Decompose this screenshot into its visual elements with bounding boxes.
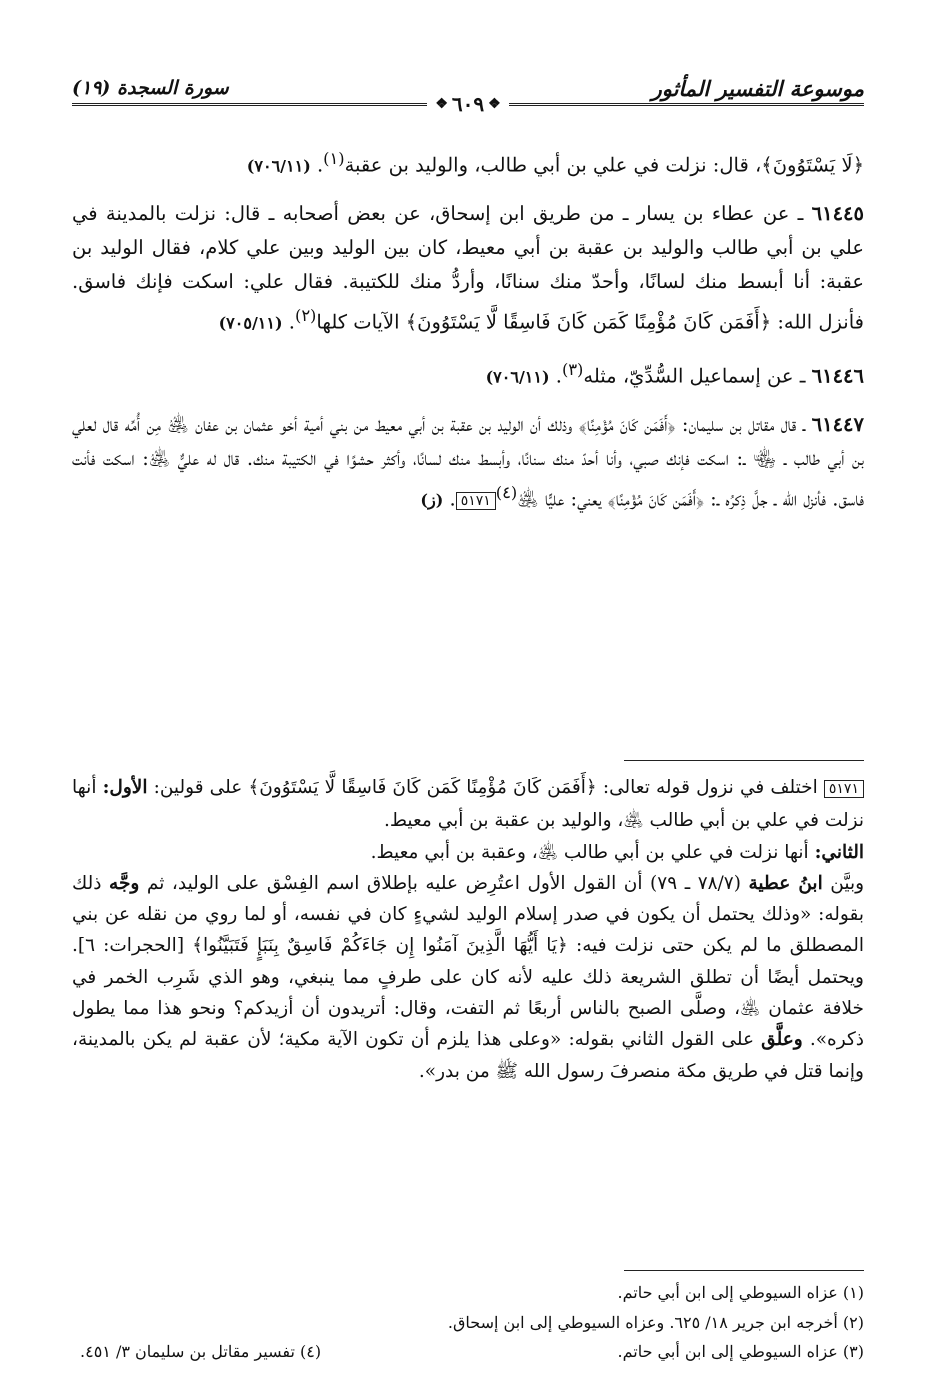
surah-label: سورة السجدة (١٩) xyxy=(72,77,229,99)
commentary-line: (٧٨/٧ ـ ٧٩) أن القول الأول اعتُرِض عليه بإطلاق اسم الفِسْق على الوليد، ثم xyxy=(146,872,741,894)
reference: (٧٠٦/١١) xyxy=(485,367,550,387)
paragraph-text: ـ قال مقاتل بن سليمان: ﴿أَفَمَن كَانَ مُؤْمِنًا﴾ وذلك أن الوليد بن عقبة بن أبي معيط من بني أمية أخو عثمان بن عفان ﵁ مِن أُمِّه قال لعلي بن أبي طالب ـ ﵄ ـ: اسكت فإنك صبي، وأنا أحدّ منك سنانًا، وأبسط منك لسانًا، وأكثر حشوًا في الكتيبة منك. قال له عليٌّ ﵁: اسكت فأنت فاسق. فأنزل الله ـ جلَّ ذِكرُه ـ: ﴿أَفَمَن كَانَ مُؤْمِنًا﴾ يعني: عليًّا ﵁ xyxy=(72,412,864,510)
commentary-line: ذلك بقوله: «وذلك يحتمل أن يكون في صدر إسلام الوليد لشيءٍ كان في نفسه، أو لما روي من نقله عن بني المصطلق ما لم يكن حتى نزلت فيه: ﴿يَا أَيُّهَا الَّذِينَ آمَنُوا إِن جَاءَكُمْ فَاسِقٌ بِنَبَإٍ فَتَبَيَّنُوا﴾ [الحجرات: ٦]. ويحتمل أيضًا أن تطلق الشريعة ذلك عليه لأنه كان على طرفٍ مما ينبغي، وهو الذي شَرِب الخمر في خلافة عثمان ﵁، وصلَّى الصبح بالناس أربعًا ثم التفت، وقال: أتريدون أن أزيدكم؟ ونحو هذا مما يطول ذكره». xyxy=(72,872,865,1051)
commentary-text xyxy=(72,837,864,868)
page-number-row xyxy=(72,90,864,118)
emphasis-word: وعلَّق xyxy=(761,1029,803,1051)
paragraph xyxy=(72,408,864,519)
page-number-text: ٦٠٩ xyxy=(451,92,485,116)
emphasis-word: وجَّه xyxy=(109,872,140,894)
footnote-row xyxy=(72,1337,864,1367)
second-opinion-label: الثاني: xyxy=(814,841,864,863)
footnote: (٤) تفسير مقاتل بن سليمان ٣/ ٤٥١. xyxy=(80,1342,322,1361)
commentary-line: اختلف في نزول قوله تعالى: ﴿أَفَمَن كَانَ مُؤْمِنًا كَمَن كَانَ فَاسِقًا لَّا يَسْتَوُونَ﴾ على قولين: xyxy=(153,777,818,798)
hadith-number: ٦١٤٤٧ xyxy=(811,412,865,436)
commentary-text xyxy=(72,772,864,837)
paragraph-text: ﴿لَا يَسْتَوُونَ﴾، قال: نزلت في علي بن أبي طالب، والوليد بن عقبة xyxy=(344,153,864,177)
footnote-marker: (٤) xyxy=(495,482,518,502)
footnote: (١) عزاه السيوطي إلى ابن أبي حاتم. xyxy=(617,1283,864,1302)
footnote: (٣) عزاه السيوطي إلى ابن أبي حاتم. xyxy=(617,1342,864,1361)
commentary xyxy=(72,772,864,1087)
footnotes xyxy=(72,1278,864,1367)
page-number xyxy=(427,92,508,116)
hadith-number: ٦١٤٤٥ xyxy=(811,201,865,225)
paragraph-text: ـ عن عطاء بن يسار ـ من طريق ابن إسحاق، عن بعض أصحابه ـ قال: نزلت بالمدينة في علي بن أبي طالب والوليد بن عقبة بن أبي معيط، كان بين الوليد وبين علي كلام، فقال الوليد بن عقبة: أنا أبسط منك لسانًا، وأحدّ منك سنانًا، وأردُّ منك للكتيبة. فقال علي: اسكت فإنك فاسق. فأنزل الله: ﴿أَفَمَن كَانَ مُؤْمِنًا كَمَن كَانَ فَاسِقًا لَّا يَسْتَوُونَ﴾ الآيات كلها xyxy=(72,201,864,333)
commentary-text xyxy=(72,868,864,1087)
first-opinion-label: الأول: xyxy=(102,777,148,798)
header-rule-left xyxy=(72,103,427,106)
footnote-marker: (١) xyxy=(323,149,345,168)
commentary-line: وبيَّن xyxy=(830,872,865,894)
footnote-marker: (٢) xyxy=(294,305,317,325)
footnote-divider xyxy=(624,1270,864,1271)
document-page xyxy=(72,60,864,1378)
footnote: (٢) أخرجه ابن جرير ١٨/ ٦٢٥. وعزاه السيوطي إلى ابن إسحاق. xyxy=(447,1312,864,1332)
paragraph xyxy=(72,197,864,341)
header-rule-right xyxy=(509,103,864,106)
scholar-name: ابنُ عطية xyxy=(748,872,823,894)
main-text xyxy=(72,142,864,531)
reference: (ز) xyxy=(420,490,444,509)
reference: (٧٠٥/١١) xyxy=(218,313,283,332)
commentary-line: أنها نزلت في علي بن أبي طالب ﵁، وعقبة بن أبي معيط. xyxy=(370,841,809,863)
ornament-icon: ❖ xyxy=(435,96,448,112)
commentary-box-number: ٥١٧١ xyxy=(456,492,496,510)
book-title: موسوعة التفسير المأثور xyxy=(651,75,864,101)
commentary-box-number: ٥١٧١ xyxy=(824,780,864,798)
hadith-number: ٦١٤٤٦ xyxy=(811,364,864,388)
reference: (٧٠٦/١١) xyxy=(246,156,311,176)
punct: . xyxy=(449,487,456,510)
paragraph xyxy=(72,142,864,184)
ornament-icon: ❖ xyxy=(488,96,501,112)
footnote-marker: (٣) xyxy=(561,360,584,379)
punct: . xyxy=(288,310,295,333)
paragraph xyxy=(72,353,864,395)
punct: . xyxy=(316,153,324,177)
punct: . xyxy=(555,364,562,388)
commentary-line: أنها نزلت في علي بن أبي طالب ﵁، والوليد بن عقبة بن أبي معيط. xyxy=(72,777,864,832)
paragraph-text: ـ عن إسماعيل السُّدِّيّ، مثله xyxy=(583,364,806,388)
commentary-line: على القول الثاني بقوله: «وعلى هذا يلزم أن تكون الآية مكية؛ لأن عقبة لم يكن بالمدينة، وإنما قتل في طريق مكة منصرفَ رسول الله ﷺ من بدر». xyxy=(72,1029,864,1082)
commentary-divider xyxy=(624,760,864,761)
